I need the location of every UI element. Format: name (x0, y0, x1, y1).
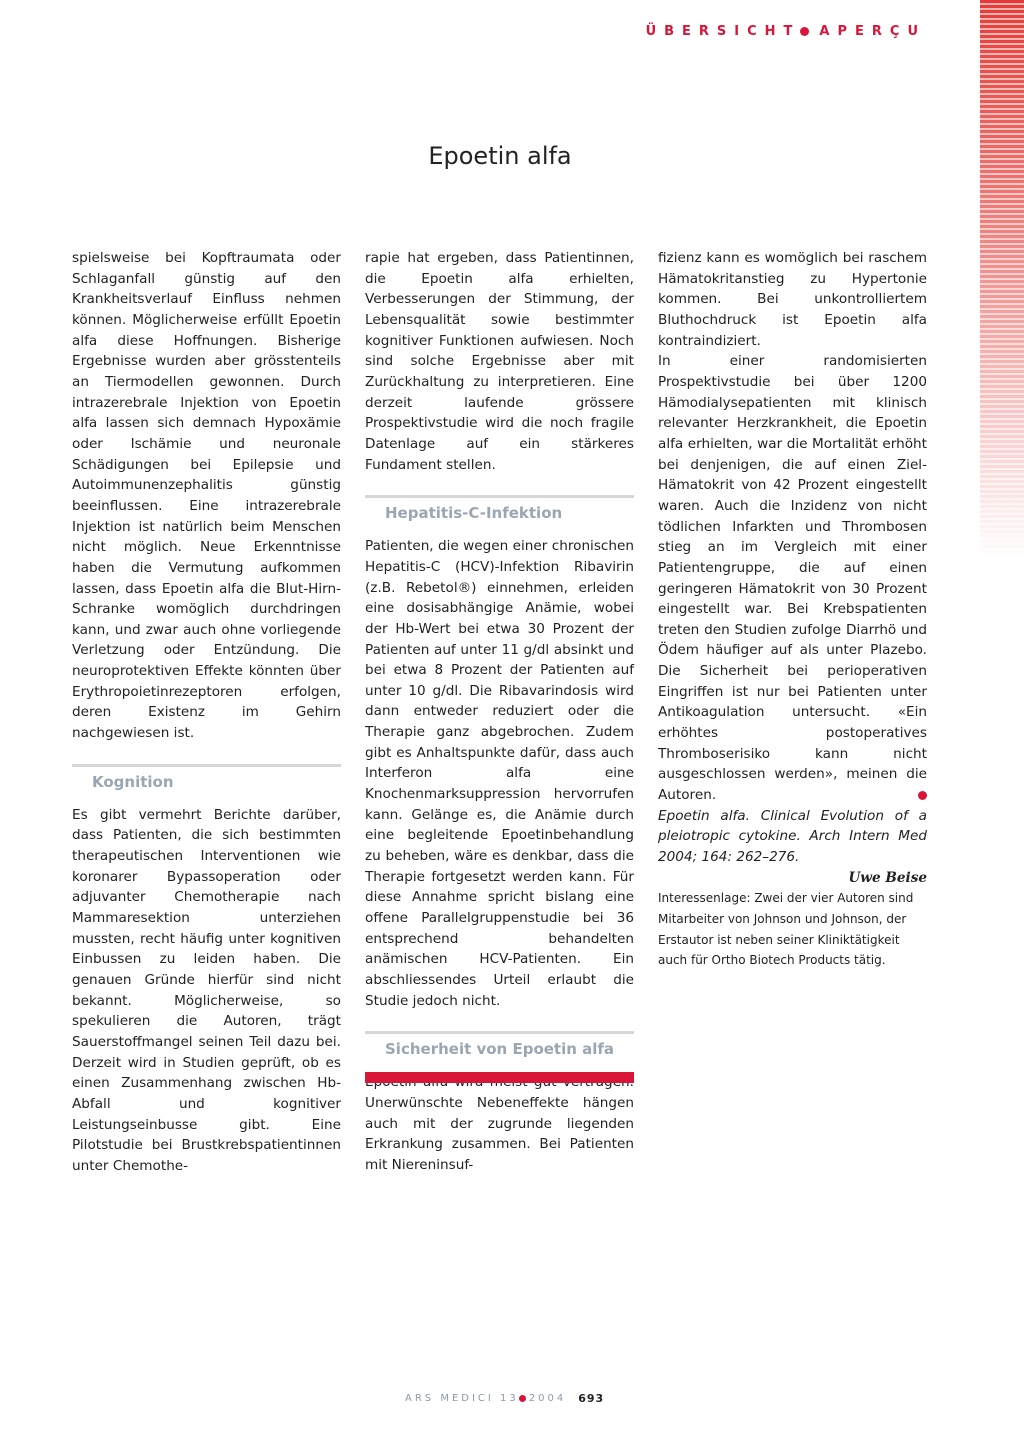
paragraph: spielsweise bei Kopftraumata oder Schlaganfall günstig auf den Krankheitsverlauf Einfluss nehmen können. Möglicherweise erfüllt Epoetin alfa diese Hoffnungen. Bisherige Ergebnisse wurden aber grösstenteils an Tiermodellen gewonnen. Durch intrazerebrale Injektion von Epoetin alfa lassen sich demnach Hypoxämie oder Ischämie und neuronale Schädigungen bei Epilepsie und Autoimmunenzephalitis günstig beeinflussen. Eine intrazerebrale Injektion ist natürlich beim Menschen nicht möglich. Neue Erkenntnisse haben die Vermutung aufkommen lassen, dass Epoetin alfa die Blut-Hirn-Schranke womöglich durchdringen kann, und zwar auch ohne vorliegende Verletzung oder Entzündung. Die neuroprotektiven Effekte könnten über Erythropoietinrezeptoren erfolgen, deren Existenz im Gehirn nachgewiesen ist. (72, 250, 341, 742)
column-1 (72, 248, 341, 1177)
section-tag-left: ÜBERSICHT (645, 24, 801, 39)
citation: Epoetin alfa. Clinical Evolution of a pleiotropic cytokine. Arch Intern Med 2004; 164: 262–276. (658, 807, 927, 866)
subheading-kognition: Kognition (72, 764, 341, 791)
page-footer (405, 1392, 604, 1405)
footer-dot (519, 1395, 526, 1402)
section-tag (646, 24, 926, 39)
paragraph: Es gibt vermehrt Berichte darüber, dass Patienten, die sich bestimmten therapeutischen Interventionen wie koronarer Bypassoperation oder adjuvanter Chemotherapie nach Mammaresektion unterziehen mussten, recht häufig unter kognitiven Einbussen zu leiden haben. Die genauen Gründe hierfür sind nicht bekannt. Möglicherweise, so spekulieren die Autoren, trägt Sauerstoffmangel seinen Teil dazu bei. Derzeit wird in Studien geprüft, ob es einen Zusammenhang zwischen Hb-Abfall und kognitiver Leistungseinbusse gibt. Eine Pilotstudie bei Brustkrebspatientinnen unter Chemothe- (72, 806, 341, 1174)
paragraph: fizienz kann es womöglich bei raschem Hämatokritanstieg zu Hypertonie kommen. Bei unkontrolliertem Bluthochdruck ist Epoetin alfa kontraindiziert. (658, 250, 927, 349)
paragraph-text: In einer randomisierten Prospektivstudie bei über 1200 Hämodialysepatienten mit klinisch relevanter Herzkrankheit, die Epoetin alfa erhielten, war die Mortalität erhöht bei denjenigen, die auf einen Ziel-Hämatokrit von 42 Prozent eingestellt waren. Auch die Inzidenz von nicht tödlichen Infarkten und Thrombosen stieg an im Vergleich mit einer Patientengruppe, die auf einen geringeren Hämatokrit von 30 Prozent eingestellt war. Bei Krebspatienten treten den Studien zufolge Diarrhö und Ödem häufiger auf als unter Plazebo. Die Sicherheit bei perioperativen Eingriffen ist nur bei Patienten unter Antikoagulation untersucht. «Ein erhöhtes postoperatives Thromboserisiko kann nicht ausgeschlossen werden», meinen die Autoren. (658, 353, 927, 804)
author-name: Uwe Beise (848, 869, 927, 886)
section-tag-right: APERÇU (819, 24, 926, 39)
page-number: 693 (578, 1392, 605, 1405)
edge-color-strip (980, 0, 1024, 560)
column-3 (658, 248, 927, 971)
paragraph: Patienten, die wegen einer chronischen Hepatitis-C (HCV)-Infektion Ribavirin (z.B. Rebetol®) einnehmen, erleiden eine dosisabhängige Anämie, wobei der Hb-Wert bei etwa 30 Prozent der Patienten auf unter 11 g/dl absinkt und bei etwa 8 Prozent der Patienten auf unter 10 g/dl. Die Ribavarindosis wird dann entweder reduziert oder die Therapie ganz abgebrochen. Zudem gibt es Anhaltspunkte dafür, dass auch Interferon alfa eine Knochenmarksuppression hervorrufen kann. Gelänge es, die Anämie durch eine begleitende Epoetinbehandlung zu beheben, wäre es denkbar, dass die Therapie fortgesetzt werden kann. Für diese Annahme spricht bislang eine offene Parallelgruppenstudie bei 36 entsprechend behandelten anämischen HCV-Patienten. Ein abschliessendes Urteil erlaubt die Studie jedoch nicht. (365, 538, 634, 1009)
conflict-of-interest-note: Interessenlage: Zwei der vier Autoren sind Mitarbeiter von Johnson und Johnson, der Erstautor ist neben seiner Kliniktätigkeit auch für Ortho Biotech Products tätig. (658, 891, 914, 968)
column-2 (365, 248, 634, 1176)
paragraph: rapie hat ergeben, dass Patientinnen, die Epoetin alfa erhielten, Verbesserungen der Stimmung, der Lebensqualität sowie bestimmter kognitiver Funktionen aufwiesen. Noch sind solche Ergebnisse aber mit Zurückhaltung zu interpretieren. Eine derzeit laufende grössere Prospektivstudie wird die noch fragile Datenlage auf ein stärkeres Fundament stellen. (365, 250, 634, 473)
end-of-article-dot (918, 791, 927, 800)
journal-name: ARS MEDICI 13 (405, 1393, 519, 1404)
section-tag-dot (800, 27, 809, 36)
subheading-sicherheit: Sicherheit von Epoetin alfa (365, 1031, 634, 1058)
paragraph-with-end-mark (658, 351, 927, 805)
red-divider-bar (365, 1072, 634, 1083)
subheading-hepatitis: Hepatitis-C-Infektion (365, 495, 634, 522)
paragraph: Unerwünschte Nebeneffekte hängen auch mit der zugrunde liegenden Erkrankung zusammen. Bei Patienten mit Niereninsuf- (365, 1094, 634, 1173)
article-title: Epoetin alfa (428, 142, 572, 170)
journal-year: 2004 (528, 1393, 567, 1404)
